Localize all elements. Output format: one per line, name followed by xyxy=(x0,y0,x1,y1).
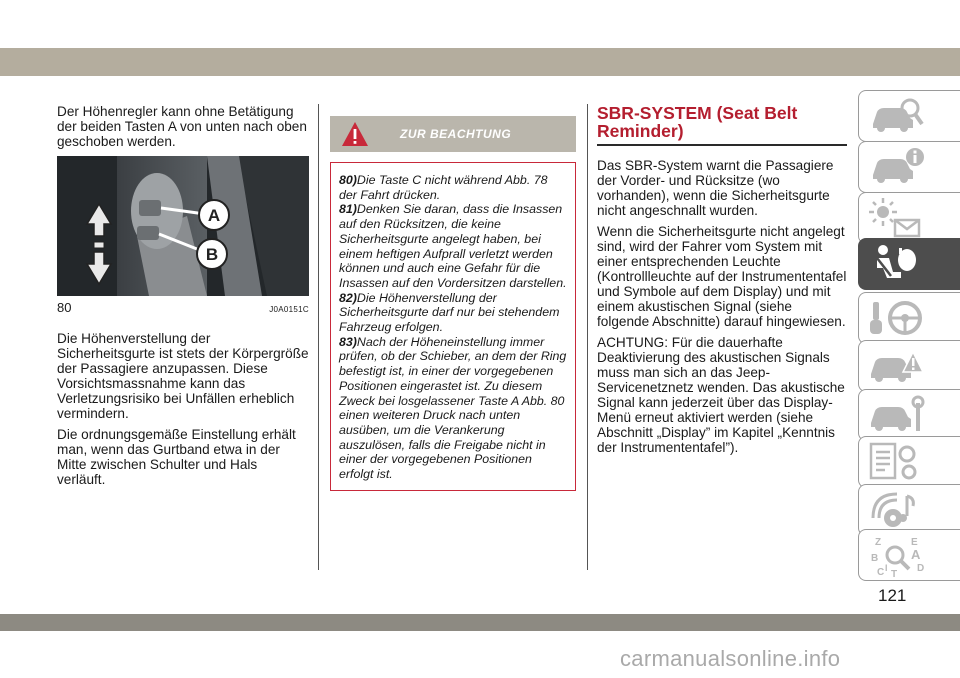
figure-code: J0A0151C xyxy=(269,305,309,314)
seatbelt-airbag-icon xyxy=(867,242,927,286)
index-letter: E xyxy=(911,537,918,548)
paragraph-height-adjustment: Die Höhenverstellung der Sicherheitsgurte ist stets der Körpergröße der Passagiere anzupassen. Diese Vorsichtsmassnahme kann das Verletzungsrisiko bei Unfällen erheblich vermindern. xyxy=(57,331,309,421)
warning-triangle-icon xyxy=(341,121,369,147)
chapter-tab-maintenance[interactable] xyxy=(858,389,960,441)
paragraph-sbr-note: ACHTUNG: Für die dauerhafte Deaktivierung des akustischen Signals muss man sich an das Jeep-Servicenetznetz wenden. Das akustische Signal kann jederzeit über das Display-Menü erneut aktiviert werden (siehe Abschnitt „Display” im Kapitel „Kenntnis der Instrumententafel”). xyxy=(597,335,845,455)
index-letter: Z xyxy=(875,537,882,548)
key-steering-wheel-icon xyxy=(867,296,927,340)
paragraph-sbr-warning: Wenn die Sicherheitsgurte nicht angelegt sind, wird der Fahrer vom System mit einer entsprechenden Leuchte (Kontrollleuchte auf der Instrumententafel und Symbole auf dem Display) und mit einem akustischen Signal (siehe folgende Abschnitte) darauf hingewiesen. xyxy=(597,224,847,329)
warning-item xyxy=(339,202,568,290)
chapter-tab-emergency[interactable] xyxy=(858,340,960,392)
warning-item xyxy=(339,291,568,335)
right-column xyxy=(597,104,847,461)
index-letter: I xyxy=(885,563,888,573)
figure-number: 80 xyxy=(57,300,72,315)
data-sheet-gear-icon xyxy=(867,440,927,484)
index-letter: C xyxy=(877,567,885,578)
warning-box xyxy=(330,162,576,491)
index-letter: T xyxy=(891,569,898,579)
index-letter: D xyxy=(917,563,925,574)
warning-item-number: 83) xyxy=(339,334,357,349)
paragraph-height-adjuster: Der Höhenregler kann ohne Betätigung der beiden Tasten A von unten nach oben geschoben werden. xyxy=(57,104,307,149)
warning-header xyxy=(330,116,576,152)
paragraph-correct-adjustment: Die ordnungsgemäße Einstellung erhält man, wenn das Gurtband etwa in der Mitte zwischen Schulter und Hals verläuft. xyxy=(57,427,296,487)
warning-item-number: 81) xyxy=(339,202,357,217)
warning-item xyxy=(339,173,568,202)
figure-caption xyxy=(57,299,309,317)
chapter-tab-index[interactable] xyxy=(858,529,960,581)
chapter-tab-technical-data[interactable] xyxy=(858,436,960,488)
seatbelt-adjuster-illustration xyxy=(57,156,309,296)
warning-title: ZUR BEACHTUNG xyxy=(400,127,512,141)
car-magnifier-icon xyxy=(867,94,927,138)
section-title: SBR-SYSTEM (Seat Belt Reminder) xyxy=(597,104,847,146)
chapter-tab-warning-lights[interactable] xyxy=(858,192,960,244)
chapter-tab-starting-driving[interactable] xyxy=(858,292,960,344)
chapter-tab-safety[interactable] xyxy=(858,238,960,290)
index-letter: B xyxy=(871,553,879,564)
car-hazard-icon xyxy=(867,344,927,388)
warning-item xyxy=(339,335,568,482)
figure-seatbelt-height-adjuster xyxy=(57,156,309,296)
warning-item-text: Die Höhenverstellung der Sicherheitsgurte darf nur bei stehendem Fahrzeug erfolgen. xyxy=(339,290,560,335)
chapter-tab-car-magnifier[interactable] xyxy=(858,90,960,142)
column-divider-2 xyxy=(587,104,588,570)
warning-item-number: 80) xyxy=(339,173,357,187)
warning-item-text: Nach der Höheneinstellung immer prüfen, ob der Schieber, an dem der Ring befestigt ist, in einer der vorgegebenen Positionen eingerastet ist. Zu diesem Zweck bei losgelassener Taste A Abb. 80 einen weiteren Druck nach unten ausüben, um die Verankerung auszulösen, falls die Freigabe nicht in einer der vorgegebenen Positionen erfolgt ist. xyxy=(339,334,567,482)
section-body xyxy=(597,158,847,455)
figure-label-b: B xyxy=(205,245,219,264)
car-wrench-icon xyxy=(867,393,927,437)
page-number: 121 xyxy=(878,586,907,605)
warning-item-text: Die Taste C nicht während Abb. 78 der Fahrt drücken. xyxy=(339,173,548,202)
column-divider-1 xyxy=(318,104,319,570)
top-band xyxy=(0,48,960,76)
warning-column xyxy=(330,116,576,491)
figure-label-a: A xyxy=(207,206,221,225)
left-column xyxy=(57,104,309,493)
car-info-icon xyxy=(867,145,927,189)
chapter-tab-car-info[interactable] xyxy=(858,141,960,193)
paragraph-sbr-intro: Das SBR-System warnt die Passagiere der Vorder- und Rücksitze (wo vorhanden), wenn die Sicherheitsgurte nicht angeschnallt wurden. xyxy=(597,158,834,218)
index-letter: A xyxy=(911,547,921,562)
watermark: carmanualsonline.info xyxy=(620,646,841,671)
warning-light-message-icon xyxy=(867,196,927,240)
warning-item-text: Denken Sie daran, dass die Insassen auf den Rücksitzen, die keine Sicherheitsgurte angelegt haben, bei einem heftigen Aufprall verletzt werden können und auch eine Gefahr für die Insassen auf den Vordersitzen darstellen. xyxy=(339,202,567,290)
alphabetical-index-icon xyxy=(867,533,927,579)
warning-item-number: 82) xyxy=(339,290,357,305)
media-music-icon xyxy=(867,488,927,532)
bottom-band xyxy=(0,614,960,631)
